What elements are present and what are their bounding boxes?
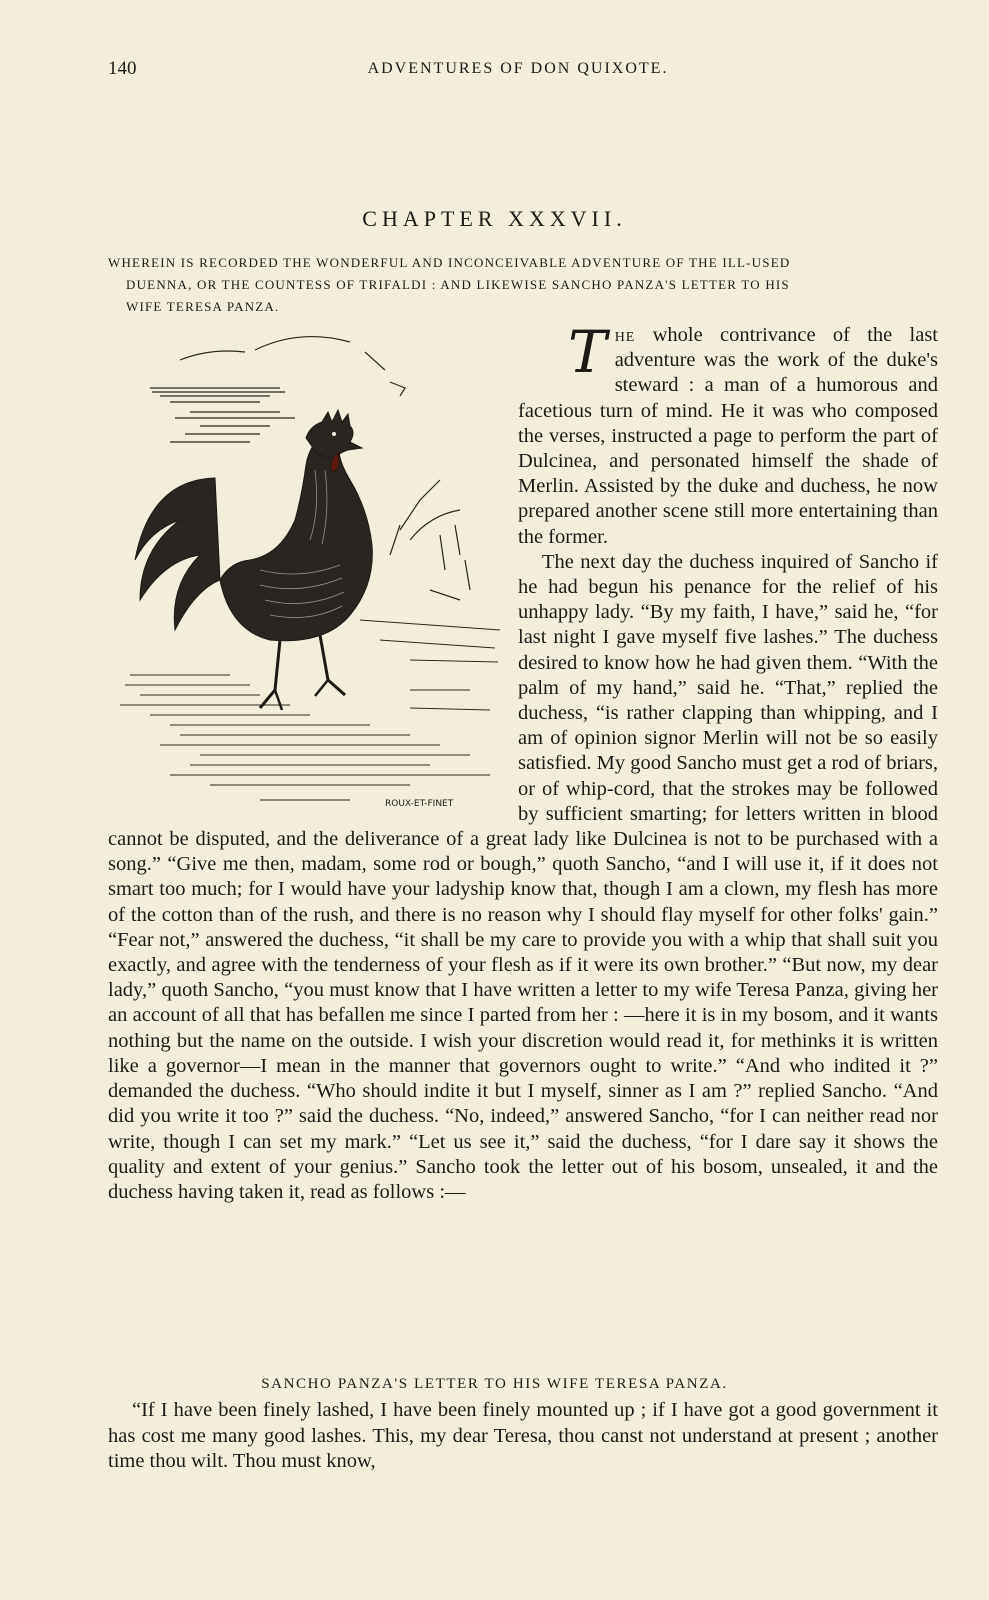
engraver-signature: ROUX-ET-FINET <box>385 799 454 809</box>
chapter-summary-line: WIFE TERESA PANZA. <box>126 299 280 314</box>
chapter-summary-line: WHEREIN IS RECORDED THE WONDERFUL AND INCONCEIVABLE ADVENTURE OF THE ILL-USED <box>108 255 791 270</box>
drop-cap: T <box>568 318 607 386</box>
paragraph-text: whole contrivance of the last adventure was the work of the duke's steward : a man of a humorous and facetious turn of mind. He it was who composed the verses, instructed a page to perform the part of Dulcinea, and personated himself the shade of Merlin. Assisted by the duke and duchess, he now prepared another scene still more entertaining than the former. <box>518 324 938 548</box>
chapter-body <box>108 318 938 1205</box>
chapter-summary-line: DUENNA, OR THE COUNTESS OF TRIFALDI : AND LIKEWISE SANCHO PANZA'S LETTER TO HIS <box>126 277 790 292</box>
page-number: 140 <box>108 58 137 79</box>
running-head <box>108 58 928 82</box>
illustration-float-space <box>108 323 518 823</box>
letter-heading: SANCHO PANZA'S LETTER TO HIS WIFE TERESA PANZA. <box>261 1376 728 1392</box>
opening-word: he <box>614 324 636 346</box>
chapter-title: CHAPTER XXXVII. <box>362 206 627 231</box>
letter-text: “If I have been finely lashed, I have been finely mounted up ; if I have got a good government it has cost me many good lashes. This, my dear Teresa, thou canst not understand at present ; another time thou wilt. Thou must know, <box>108 1399 938 1472</box>
running-title: ADVENTURES OF DON QUIXOTE. <box>367 60 669 77</box>
paragraph: The next day the duchess inquired of Sancho if he had begun his penance for the relief of his unhappy lady. “By my faith, I have,” said he, “for last night I gave myself five lashes.” The duchess desired to know how he had given them. “With the palm of my hand,” said he. “That,” replied the duchess, “is rather clapping than whipping, and I am of opinion signor Merlin will not be so easily satisfied. My good Sancho must get a rod of briars, or of whip-cord, that the strokes may be followed by sufficient smarting; for letters written in blood cannot be disputed, and the deliverance of a great lady like Dulcinea is not to be purchased with a song.” “Give me then, madam, some rod or bough,” quoth Sancho, “and I will use it, if it does not smart too much; for I would have your ladyship know that, though I am a clown, my flesh has more of the cotton than of the rush, and there is no reason why I should flay myself for other folks' gain.” “Fear not,” answered the duchess, “it shall be my care to provide you with a whip that shall suit you exactly, and agree with the tenderness of your flesh as if it were its own brother.” “But now, my dear lady,” quoth Sancho, “you must know that I have written a letter to my wife Teresa Panza, giving her an account of all that has befallen me since I parted from her : —here it is in my bosom, and it wants nothing but the name on the outside. I wish your discretion would read it, for methinks it is written like a governor—I mean in the manner that governors ought to write.” “And who indited it ?” demanded the duchess. “Who should indite it but I myself, sinner as I am ?” replied Sancho. “And did you write it too ?” said the duchess. “No, indeed,” answered Sancho, “for I can neither read nor write, though I can set my mark.” “Let us see it,” said the duchess, “for I dare say it shows the quality and extent of your genius.” Sancho took the letter out of his bosom, unsealed, it and the duchess having taken it, read as follows :— <box>108 550 938 1203</box>
chapter-summary <box>108 252 938 318</box>
